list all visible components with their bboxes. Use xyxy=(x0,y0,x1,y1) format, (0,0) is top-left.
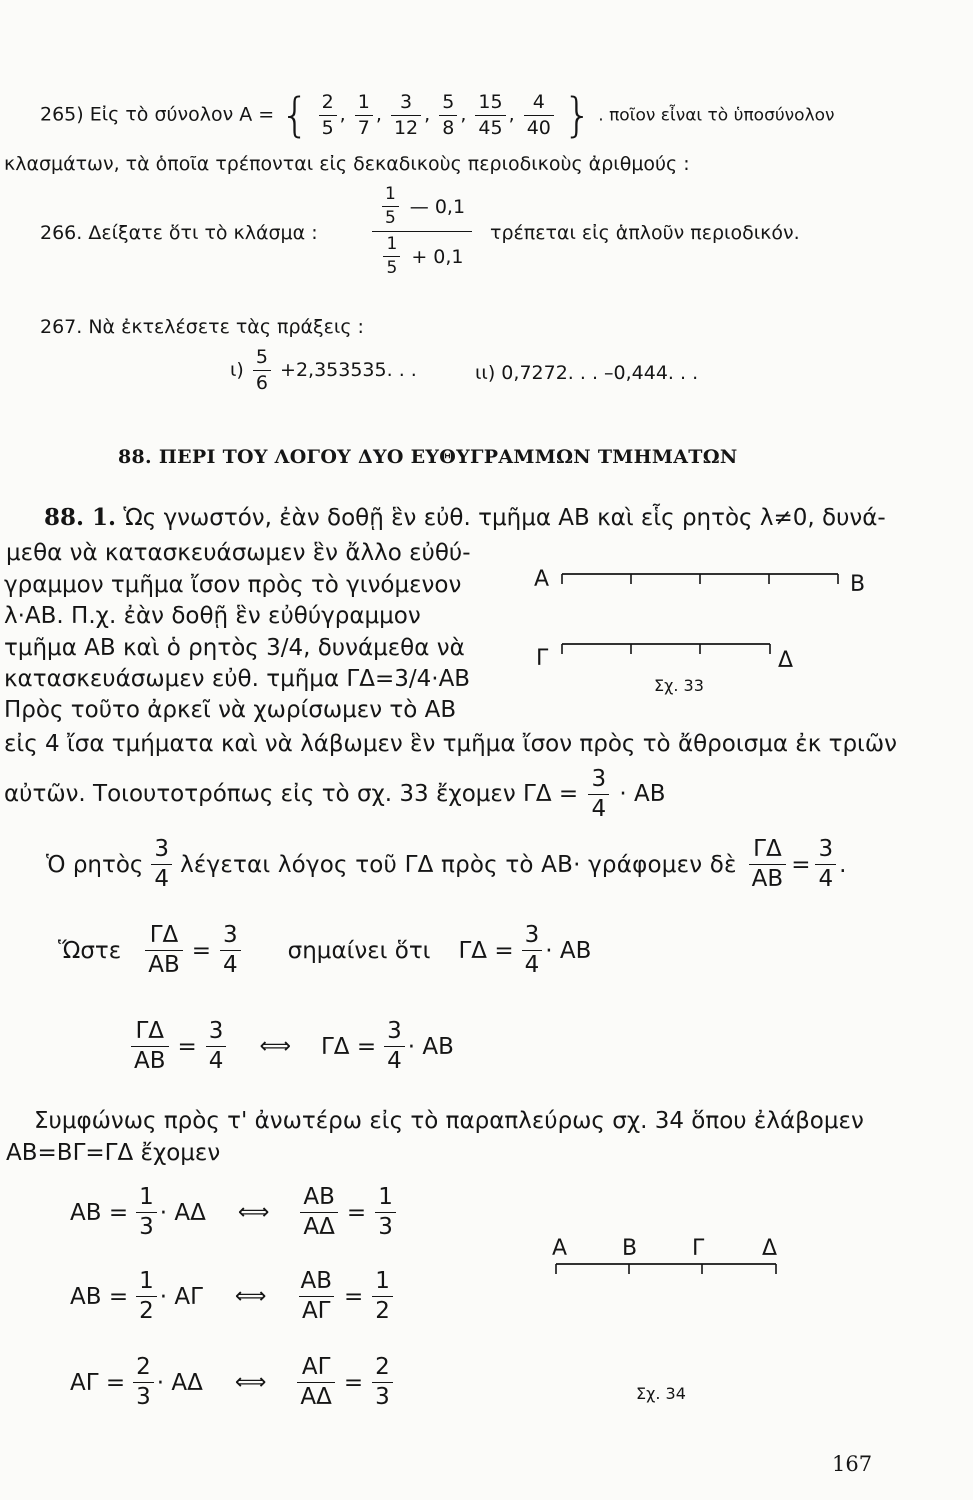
row-value-fraction: $\frac{1}{2}$ xyxy=(372,1270,393,1323)
gd-over-ab-fraction: $\frac{\Gamma\Delta}{AB}$ xyxy=(145,924,183,977)
gd-over-ab-fraction: $\frac{\Gamma\Delta}{AB}$ xyxy=(749,838,787,891)
paragraph-line-5: τμῆμα ΑΒ καὶ ὁ ρητὸς 3/4, δυνάμεθα νὰ xyxy=(4,635,465,661)
open-brace: { xyxy=(280,88,310,142)
fig33-label-a: Α xyxy=(534,567,550,592)
ratio-fraction: $\frac{3}{4}$ xyxy=(151,838,172,891)
ratio-definition: Ὁ ρητὸς $\frac{3}{4}$ λέγεται λόγος τοῦ ΓΔ πρὸς τὸ ΑΒ· γράφομεν δὲ $\frac{\Gamma\Delta}{AB}$ = $\frac{3}{4}$ . xyxy=(46,836,847,892)
three-quarters-fraction: $\frac{3}{4}$ xyxy=(815,838,836,891)
ratio-row: ΑΓ = $\frac{2}{3}$ · ΑΔ ⟺ $\frac{A\Gamma}{A\Delta}$ = $\frac{2}{3}$ xyxy=(70,1356,396,1409)
fig34-label-b: Β xyxy=(622,1236,638,1261)
row-value-fraction: $\frac{2}{3}$ xyxy=(372,1356,393,1409)
close-brace: } xyxy=(562,88,593,142)
set-fraction: $\frac{2}{5}$ xyxy=(319,93,337,138)
paragraph-line-7: Πρὸς τοῦτο ἀρκεῖ νὰ χωρίσωμεν τὸ ΑΒ xyxy=(4,697,457,723)
complex-numerator xyxy=(375,186,469,231)
hoste-line: Ὥστε $\frac{\Gamma\Delta}{AB}$ = $\frac{3}{4}$ σημαίνει ὅτι ΓΔ = $\frac{3}{4}$ · ΑΒ xyxy=(58,922,592,978)
fig33-label-b: Β xyxy=(850,572,866,597)
set-fraction: $\frac{1}{7}$ xyxy=(355,93,373,138)
denominator-fraction: $\frac{1}{5}$ xyxy=(383,236,400,277)
fig34-label-a: Α xyxy=(552,1236,568,1261)
symphonos-line-1: Συμφώνως πρὸς τ' ἀνωτέρω εἰς τὸ παραπλεύρως σχ. 34 ὅπου ἐλάβομεν xyxy=(34,1108,864,1134)
three-quarters-fraction: $\frac{3}{4}$ xyxy=(384,1020,405,1073)
exercise-265-tail: . ποῖον εἶναι τὸ ὑποσύνολον xyxy=(598,105,835,126)
part-i-fraction: $\frac{5}{6}$ xyxy=(253,348,271,393)
paragraph-line-6: κατασκευάσωμεν εὐθ. τμῆμα ΓΔ=3/4·ΑΒ xyxy=(4,666,471,692)
iff-arrow-icon: ⟺ xyxy=(234,1370,267,1395)
exercise-267-part-i: ι) $\frac{5}{6}$ +2,353535. . . xyxy=(230,346,417,394)
subsection-number: 88. 1. xyxy=(44,504,117,531)
three-quarters-fraction: $\frac{3}{4}$ xyxy=(206,1020,227,1073)
row-ratio-fraction: $\frac{AB}{A\Gamma}$ xyxy=(300,1268,332,1324)
denominator-rest: + 0,1 xyxy=(411,245,464,268)
numerator-fraction: $\frac{1}{5}$ xyxy=(382,186,399,227)
row-value-fraction: $\frac{1}{3}$ xyxy=(375,1186,396,1239)
iff-arrow-icon: ⟺ xyxy=(234,1284,267,1309)
paragraph-line-8: εἰς 4 ἴσα τμήματα καὶ νὰ λάβωμεν ἓν τμῆμα ἴσον πρὸς τὸ ἄθροισμα ἐκ τριῶν xyxy=(4,731,897,757)
paragraph-line-2: μεθα νὰ κατασκευάσωμεν ἓν ἄλλο εὐθύ- xyxy=(6,540,471,566)
fig33-label-g: Γ xyxy=(536,646,549,671)
fig33-segment-ab xyxy=(562,572,862,596)
row-fraction: $\frac{2}{3}$ xyxy=(133,1356,154,1409)
three-quarters-fraction: $\frac{3}{4}$ xyxy=(588,768,609,821)
iff-arrow-icon: ⟺ xyxy=(237,1200,270,1225)
symphonos-line-2: ΑΒ=ΒΓ=ΓΔ ἔχομεν xyxy=(6,1140,221,1166)
exercise-265-lead: 265) Εἰς τὸ σύνολον Α = xyxy=(40,103,275,126)
fig33-segment-gd xyxy=(562,642,802,666)
iff-arrow-icon: ⟺ xyxy=(259,1034,291,1059)
ratio-row: ΑΒ = $\frac{1}{2}$ · ΑΓ ⟺ $\frac{AB}{A\Gamma}$ = $\frac{1}{2}$ xyxy=(70,1270,396,1323)
fig34-segment xyxy=(556,1262,796,1282)
complex-denominator xyxy=(376,232,467,277)
three-quarters-fraction: $\frac{3}{4}$ xyxy=(220,924,241,977)
paragraph-line-1: 88. 1. Ὡς γνωστόν, ἐὰν δοθῇ ἓν εὐθ. τμῆμα ΑΒ καὶ εἷς ρητὸς λ≠0, δυνά- xyxy=(44,504,886,531)
row-ratio-fraction: $\frac{A\Gamma}{A\Delta}$ xyxy=(297,1356,334,1409)
section-heading: 88. ΠΕΡΙ ΤΟΥ ΛΟΓΟΥ ΔΥΟ ΕΥΘΥΓΡΑΜΜΩΝ ΤΜΗΜΑΤΩΝ xyxy=(118,446,738,468)
fig34-label-g: Γ xyxy=(692,1236,705,1261)
exercise-265-line2: κλασμάτων, τὰ ὁποῖα τρέπονται εἰς δεκαδικοὺς περιοδικοὺς ἀριθμούς : xyxy=(4,153,690,175)
numerator-rest: — 0,1 xyxy=(409,195,466,218)
paragraph-line-3: γραμμον τμῆμα ἴσον πρὸς τὸ γινόμενον xyxy=(4,572,462,598)
set-fraction: $\frac{4}{40}$ xyxy=(524,93,554,138)
paragraph-line-9: αὐτῶν. Τοιουτοτρόπως εἰς τὸ σχ. 33 ἔχομεν ΓΔ = $\frac{3}{4}$ · ΑΒ xyxy=(4,766,666,822)
row-fraction: $\frac{1}{2}$ xyxy=(136,1270,157,1323)
gd-over-ab-fraction: $\frac{\Gamma\Delta}{AB}$ xyxy=(131,1020,169,1073)
row-fraction: $\frac{1}{3}$ xyxy=(136,1186,157,1239)
exercise-266-complex-fraction xyxy=(372,186,472,277)
exercise-266-lead: 266. Δείξατε ὅτι τὸ κλάσμα : xyxy=(40,222,318,244)
set-fraction: $\frac{3}{12}$ xyxy=(391,93,421,138)
row-ratio-fraction: $\frac{AB}{A\Delta}$ xyxy=(300,1186,338,1239)
fig34-caption: Σχ. 34 xyxy=(636,1384,686,1403)
exercise-267-part-ii: ιι) 0,7272. . . –0,444. . . xyxy=(475,362,699,384)
set-fraction: $\frac{5}{8}$ xyxy=(439,93,457,138)
equivalence-line: $\frac{\Gamma\Delta}{AB}$ = $\frac{3}{4}$ ⟺ ΓΔ = $\frac{3}{4}$ · ΑΒ xyxy=(128,1020,454,1073)
fig33-caption: Σχ. 33 xyxy=(654,676,704,695)
exercise-265-line1: 265) Εἰς τὸ σύνολον Α = { $\frac{2}{5}$ , $\frac{1}{7}$ , $\frac{3}{12}$ , $\frac{5}{8}$ , $\frac{15}{45}$ , $\frac{4}{40}$ } . ποῖον εἶναι τὸ ὑποσύνολον xyxy=(40,88,835,142)
set-fraction: $\frac{15}{45}$ xyxy=(475,93,505,138)
fig33-label-d: Δ xyxy=(778,648,794,673)
fig34-label-d: Δ xyxy=(762,1236,778,1261)
paragraph-line-4: λ·ΑΒ. Π.χ. ἐὰν δοθῇ ἓν εὐθύγραμμον xyxy=(4,603,421,629)
ratio-row: ΑΒ = $\frac{1}{3}$ · ΑΔ ⟺ $\frac{AB}{A\Delta}$ = $\frac{1}{3}$ xyxy=(70,1186,399,1239)
three-quarters-fraction: $\frac{3}{4}$ xyxy=(522,924,543,977)
exercise-266-tail: τρέπεται εἰς ἁπλοῦν περιοδικόν. xyxy=(490,222,800,244)
exercise-267-lead: 267. Νὰ ἐκτελέσετε τὰς πράξεις : xyxy=(40,316,364,338)
page-number: 167 xyxy=(832,1452,873,1476)
